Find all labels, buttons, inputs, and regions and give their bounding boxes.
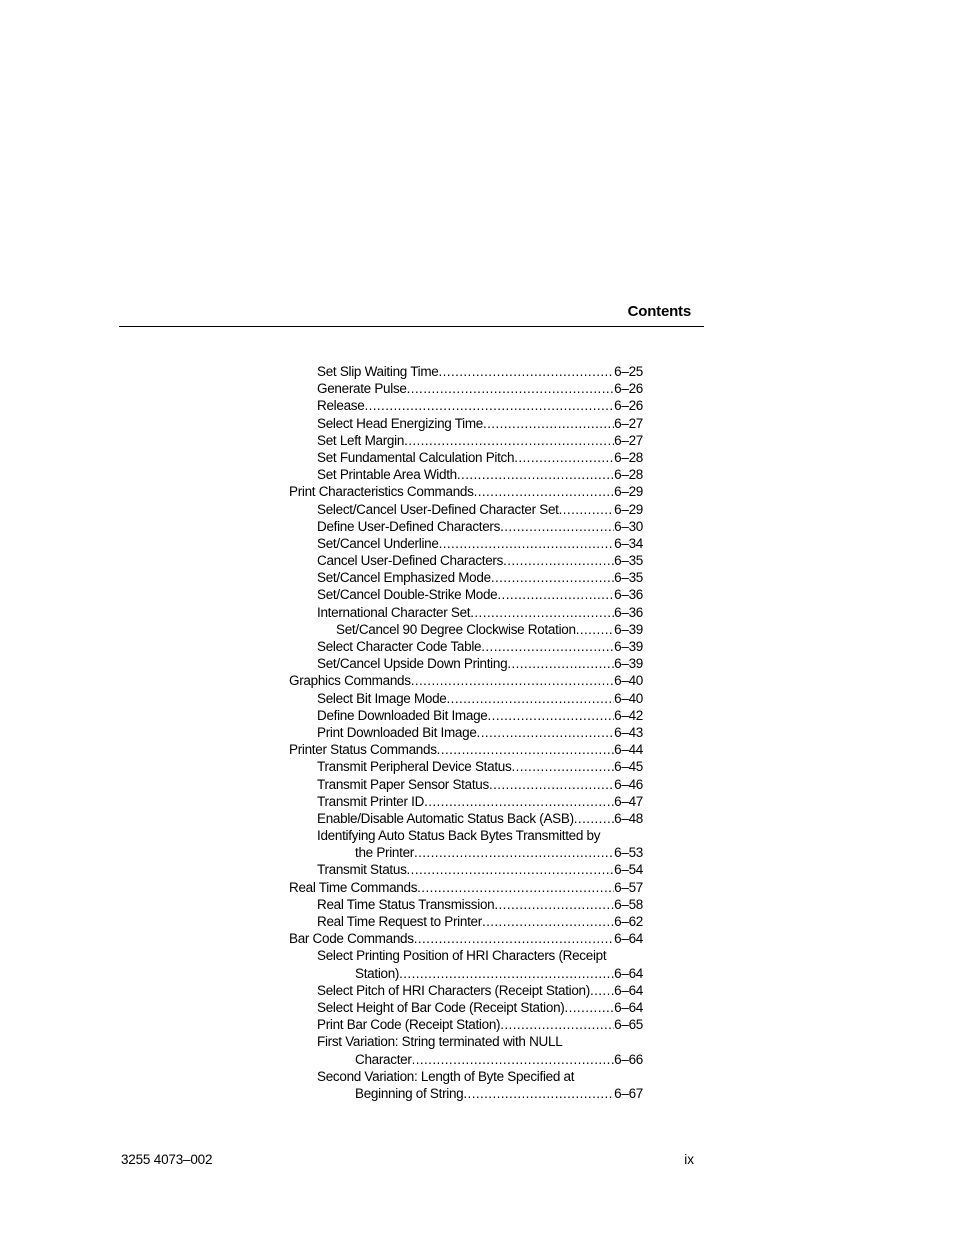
toc-entry-page: 6–35: [614, 570, 643, 586]
toc-entry-title: Real Time Request to Printer: [317, 914, 482, 930]
toc-entry[interactable]: [289, 672, 643, 689]
toc-entry[interactable]: [289, 483, 643, 500]
toc-entry-title: Graphics Commands: [289, 673, 411, 689]
dot-leader: [574, 810, 614, 827]
toc-entry-title-continued: Character: [355, 1051, 412, 1067]
dot-leader: [439, 363, 615, 380]
toc-entry[interactable]: [289, 415, 643, 432]
toc-entry-page: 6–64: [614, 999, 643, 1015]
dot-leader: [564, 999, 614, 1016]
dot-leader: [437, 741, 614, 758]
toc-entry-page: 6–34: [614, 535, 643, 551]
toc-entry-page: 6–28: [614, 449, 643, 465]
toc-entry[interactable]: [289, 449, 643, 466]
toc-entry-title: Select Height of Bar Code (Receipt Station): [317, 999, 565, 1015]
dot-leader: [399, 965, 614, 982]
toc-entry-title: Real Time Status Transmission: [317, 896, 495, 912]
toc-entry[interactable]: [289, 913, 643, 930]
toc-entry-page: 6–39: [614, 621, 643, 637]
toc-entry[interactable]: [289, 1033, 643, 1067]
dot-leader: [483, 415, 614, 432]
toc-entry-page: 6–27: [614, 432, 643, 448]
dot-leader: [463, 1085, 614, 1102]
toc-entry-title: Transmit Paper Sensor Status: [317, 776, 489, 792]
toc-entry[interactable]: [289, 896, 643, 913]
dot-leader: [491, 569, 614, 586]
toc-entry[interactable]: [289, 690, 643, 707]
toc-entry-page: 6–39: [614, 639, 643, 654]
toc-entry-title: Set/Cancel Underline: [317, 535, 439, 551]
dot-leader: [488, 707, 615, 724]
toc-entry-title: Select Bit Image Mode: [317, 690, 447, 706]
toc-entry-title: Release: [317, 398, 365, 414]
dot-leader: [474, 483, 615, 500]
toc-entry[interactable]: [289, 724, 643, 741]
header-rule: [119, 326, 704, 327]
toc-entry-page: 6–30: [614, 518, 643, 534]
dot-leader: [404, 432, 614, 449]
toc-entry-page: 6–47: [614, 793, 643, 809]
toc-entry[interactable]: [289, 432, 643, 449]
toc-entry[interactable]: [289, 707, 643, 724]
dot-leader: [477, 724, 615, 741]
toc-entry-page: 6–66: [614, 1051, 643, 1067]
dot-leader: [489, 776, 614, 793]
dot-leader: [447, 690, 615, 707]
dot-leader: [414, 844, 614, 861]
dot-leader: [412, 1051, 615, 1068]
toc-entry-page: 6–57: [614, 879, 643, 895]
dot-leader: [364, 397, 614, 414]
toc-entry[interactable]: [289, 1016, 643, 1033]
dot-leader: [576, 621, 614, 638]
toc-entry-title: Identifying Auto Status Back Bytes Transmitted by: [317, 828, 601, 844]
dot-leader: [407, 380, 615, 397]
footer-doc-number: 3255 4073–002: [121, 1152, 213, 1167]
toc-entry-page: 6–27: [614, 415, 643, 431]
toc-entry-title: Print Characteristics Commands: [289, 484, 474, 500]
toc-entry[interactable]: [289, 380, 643, 397]
dot-leader: [457, 466, 614, 483]
dot-leader: [497, 586, 614, 603]
toc-entry-page: 6–64: [614, 982, 643, 998]
toc-entry[interactable]: [289, 810, 643, 827]
dot-leader: [494, 896, 614, 913]
toc-entry-page: 6–48: [614, 810, 643, 826]
toc-entry-page: 6–35: [614, 553, 643, 569]
dot-leader: [511, 758, 614, 775]
toc-entry-page: 6–45: [614, 759, 643, 775]
toc-entry[interactable]: [289, 397, 643, 414]
dot-leader: [414, 930, 614, 947]
toc-entry-page: 6–40: [614, 673, 643, 689]
dot-leader: [507, 655, 614, 672]
toc-entry-title: Define Downloaded Bit Image: [317, 707, 488, 723]
toc-entry[interactable]: [289, 569, 643, 586]
footer-page-number: ix: [684, 1152, 694, 1167]
toc-entry[interactable]: [289, 518, 643, 535]
toc-entry-page: 6–54: [614, 862, 643, 878]
toc-entry[interactable]: [289, 793, 643, 810]
toc-entry[interactable]: [289, 1068, 643, 1102]
toc-entry-title: Printer Status Commands: [289, 742, 437, 758]
page-header-title: Contents: [627, 303, 691, 320]
toc-entry[interactable]: [289, 741, 643, 758]
toc-entry-title: Enable/Disable Automatic Status Back (ASB): [317, 810, 574, 826]
toc-entry-page: 6–36: [614, 587, 643, 603]
toc-entry-title: Transmit Peripheral Device Status: [317, 759, 512, 775]
toc-entry-title-continued: the Printer: [355, 845, 414, 861]
toc-entry-page: 6–25: [614, 364, 643, 379]
toc-entry-title: International Character Set: [317, 604, 471, 620]
toc-entry-page: 6–58: [614, 896, 643, 912]
toc-entry-page: 6–64: [614, 965, 643, 981]
toc-entry-title: Print Bar Code (Receipt Station): [317, 1017, 501, 1033]
toc-entry-title: Define User-Defined Characters: [317, 518, 501, 534]
toc-entry-page: 6–64: [614, 931, 643, 947]
toc-entry[interactable]: [289, 776, 643, 793]
toc-entry[interactable]: [289, 930, 643, 947]
toc-entry[interactable]: [289, 638, 643, 655]
toc-entry-title: Select Character Code Table: [317, 639, 482, 654]
dot-leader: [481, 638, 614, 655]
dot-leader: [590, 982, 614, 999]
toc-entry-title: Set Slip Waiting Time: [317, 364, 439, 379]
dot-leader: [407, 861, 615, 878]
toc-entry-title-continued: Beginning of String: [355, 1085, 464, 1101]
dot-leader: [559, 501, 615, 518]
toc-entry-title: Transmit Printer ID: [317, 793, 425, 809]
toc-entry-title: Set/Cancel Double-Strike Mode: [317, 587, 498, 603]
toc-entry[interactable]: [289, 827, 643, 861]
toc-entry-title: Set Left Margin: [317, 432, 405, 448]
toc-entry-page: 6–39: [614, 656, 643, 672]
toc-entry[interactable]: [289, 758, 643, 775]
toc-entry-page: 6–40: [614, 690, 643, 706]
toc-entry[interactable]: [289, 501, 643, 518]
toc-entry-page: 6–44: [614, 742, 643, 758]
dot-leader: [500, 1016, 614, 1033]
toc-entry-title: Print Downloaded Bit Image: [317, 724, 477, 740]
toc-entry-title: First Variation: String terminated with NULL: [317, 1034, 563, 1050]
toc-entry[interactable]: [289, 604, 643, 621]
toc-entry-page: 6–26: [614, 381, 643, 397]
toc-entry[interactable]: [289, 535, 643, 552]
toc-entry[interactable]: [289, 999, 643, 1016]
toc-entry[interactable]: [289, 982, 643, 999]
toc-entry-page: 6–26: [614, 398, 643, 414]
dot-leader: [417, 879, 614, 896]
toc-entry-page: 6–29: [614, 484, 643, 500]
toc-entry-title: Real Time Commands: [289, 879, 418, 895]
toc-entry-page: 6–65: [614, 1017, 643, 1033]
toc-entry-title: Set Fundamental Calculation Pitch: [317, 449, 515, 465]
table-of-contents: [289, 363, 643, 1102]
toc-entry-page: 6–62: [614, 914, 643, 930]
toc-entry-title: Cancel User-Defined Characters: [317, 553, 504, 569]
toc-entry-title: Select/Cancel User-Defined Character Set: [317, 501, 559, 517]
dot-leader: [500, 518, 614, 535]
toc-entry[interactable]: [289, 655, 643, 672]
toc-entry-page: 6–28: [614, 467, 643, 483]
toc-entry[interactable]: [289, 363, 643, 380]
toc-entry[interactable]: [289, 621, 643, 638]
toc-entry-title: Set Printable Area Width: [317, 467, 457, 483]
toc-entry-title: Bar Code Commands: [289, 931, 414, 947]
toc-entry-title: Generate Pulse: [317, 381, 407, 397]
toc-entry[interactable]: [289, 861, 643, 878]
dot-leader: [482, 913, 614, 930]
toc-entry-title: Set/Cancel Upside Down Printing: [317, 656, 508, 672]
toc-entry-page: 6–53: [614, 845, 643, 861]
dot-leader: [503, 552, 614, 569]
toc-entry-title: Select Printing Position of HRI Characters (Receipt: [317, 948, 607, 964]
toc-entry-page: 6–29: [614, 501, 643, 517]
toc-entry-title: Second Variation: Length of Byte Specified at: [317, 1068, 575, 1084]
dot-leader: [424, 793, 614, 810]
toc-entry-title: Select Head Energizing Time: [317, 415, 483, 431]
toc-entry[interactable]: [289, 947, 643, 981]
dot-leader: [411, 672, 614, 689]
toc-entry[interactable]: [289, 879, 643, 896]
toc-entry-title-continued: Station): [355, 965, 400, 981]
toc-entry-page: 6–42: [614, 707, 643, 723]
toc-entry-page: 6–43: [614, 724, 643, 740]
toc-entry-page: 6–67: [614, 1085, 643, 1101]
toc-entry[interactable]: [289, 552, 643, 569]
dot-leader: [514, 449, 614, 466]
toc-entry-page: 6–36: [614, 604, 643, 620]
toc-entry-page: 6–46: [614, 776, 643, 792]
toc-entry[interactable]: [289, 466, 643, 483]
toc-entry-title: Transmit Status: [317, 862, 407, 878]
toc-entry-title: Set/Cancel 90 Degree Clockwise Rotation: [336, 621, 576, 637]
dot-leader: [470, 604, 614, 621]
dot-leader: [439, 535, 615, 552]
toc-entry-title: Set/Cancel Emphasized Mode: [317, 570, 491, 586]
toc-entry-title: Select Pitch of HRI Characters (Receipt Station): [317, 982, 590, 998]
toc-entry[interactable]: [289, 586, 643, 603]
